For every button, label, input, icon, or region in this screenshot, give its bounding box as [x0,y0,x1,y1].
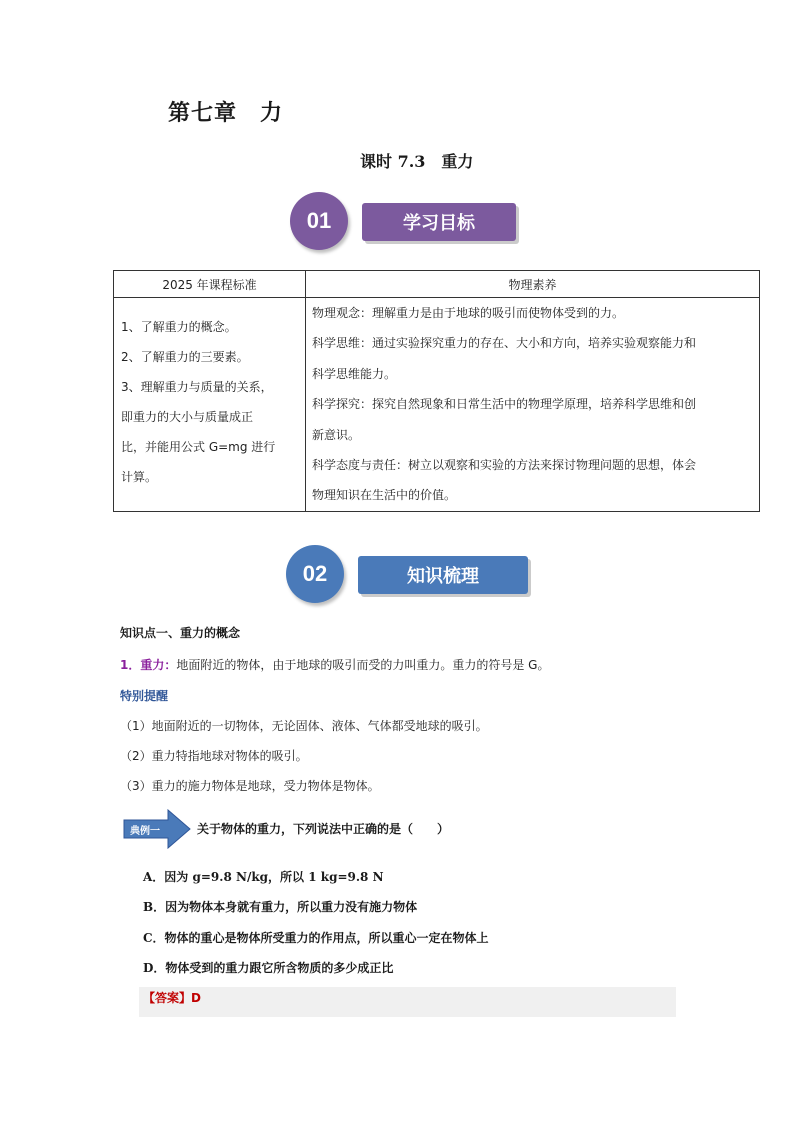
table-body-row [114,298,760,512]
option-c: C．物体的重心是物体所受重力的作用点，所以重心一定在物体上 [143,931,489,945]
standard-cell [114,298,306,512]
answer-text: 【答案】D [143,991,201,1005]
definition-text: 地面附近的物体，由于地球的吸引而受的力叫重力。重力的符号是 G。 [176,658,550,672]
standard-line: 1、了解重力的概念。 [121,320,237,334]
section-banner-knowledge [284,545,544,605]
knowledge-point-title: 知识点一、重力的概念 [120,626,241,640]
example-question: 关于物体的重力，下列说法中正确的是（ ） [197,822,450,836]
table-header-standard: 2025 年课程标准 [114,271,306,298]
standard-line: 计算。 [121,470,158,484]
literacy-line: 物理知识在生活中的价值。 [312,488,457,503]
section-label: 学习目标 [403,213,475,234]
literacy-line: 物理观念：理解重力是由于地球的吸引而使物体受到的力。 [312,306,625,320]
reminder-item: （3）重力的施力物体是地球，受力物体是物体。 [120,779,380,793]
table-header-literacy: 物理素养 [306,271,760,298]
standard-line: 3、理解重力与质量的关系， [121,380,273,394]
section-number: 02 [302,561,328,586]
answer-box [139,987,676,1017]
section-banner-objectives [288,192,538,252]
reminder-item: （2）重力特指地球对物体的吸引。 [120,749,308,763]
section-number-badge [286,545,344,603]
gravity-definition [120,656,549,673]
lesson-title: 课时 7.3 重力 [360,152,474,171]
section-number: 01 [306,208,332,233]
literacy-line: 新意识。 [312,427,361,442]
example-tag-arrow [122,809,192,849]
definition-term: 1．重力： [120,658,177,672]
literacy-line: 科学思维：通过实验探究重力的存在、大小和方向，培养实验观察能力和 [312,336,697,351]
standard-line: 比，并能用公式 G=mg 进行 [121,440,276,454]
literacy-line: 科学态度与责任：树立以观察和实验的方法来探讨物理问题的思想，体会 [312,458,697,473]
option-a: A．因为 g=9.8 N/kg，所以 1 kg=9.8 N [143,870,384,884]
objectives-table [113,270,760,512]
table-header-row [114,271,760,298]
option-b: B．因为物体本身就有重力，所以重力没有施力物体 [143,900,418,914]
section-label-bar [362,203,516,241]
standard-line: 即重力的大小与质量成正 [121,410,254,424]
section-label: 知识梳理 [407,566,479,587]
example-tag: 典例一 [130,826,160,837]
chapter-title: 第七章 力 [168,100,284,126]
reminder-title: 特别提醒 [120,689,169,703]
reminder-item: （1）地面附近的一切物体，无论固体、液体、气体都受地球的吸引。 [120,719,488,733]
literacy-cell [306,298,760,512]
literacy-line: 科学思维能力。 [312,366,397,381]
section-label-bar [358,556,528,594]
literacy-line: 科学探究：探究自然现象和日常生活中的物理学原理，培养科学思维和创 [312,397,697,412]
option-d: D．物体受到的重力跟它所含物质的多少成正比 [143,961,394,975]
standard-line: 2、了解重力的三要素。 [121,350,249,364]
section-number-badge [290,192,348,250]
